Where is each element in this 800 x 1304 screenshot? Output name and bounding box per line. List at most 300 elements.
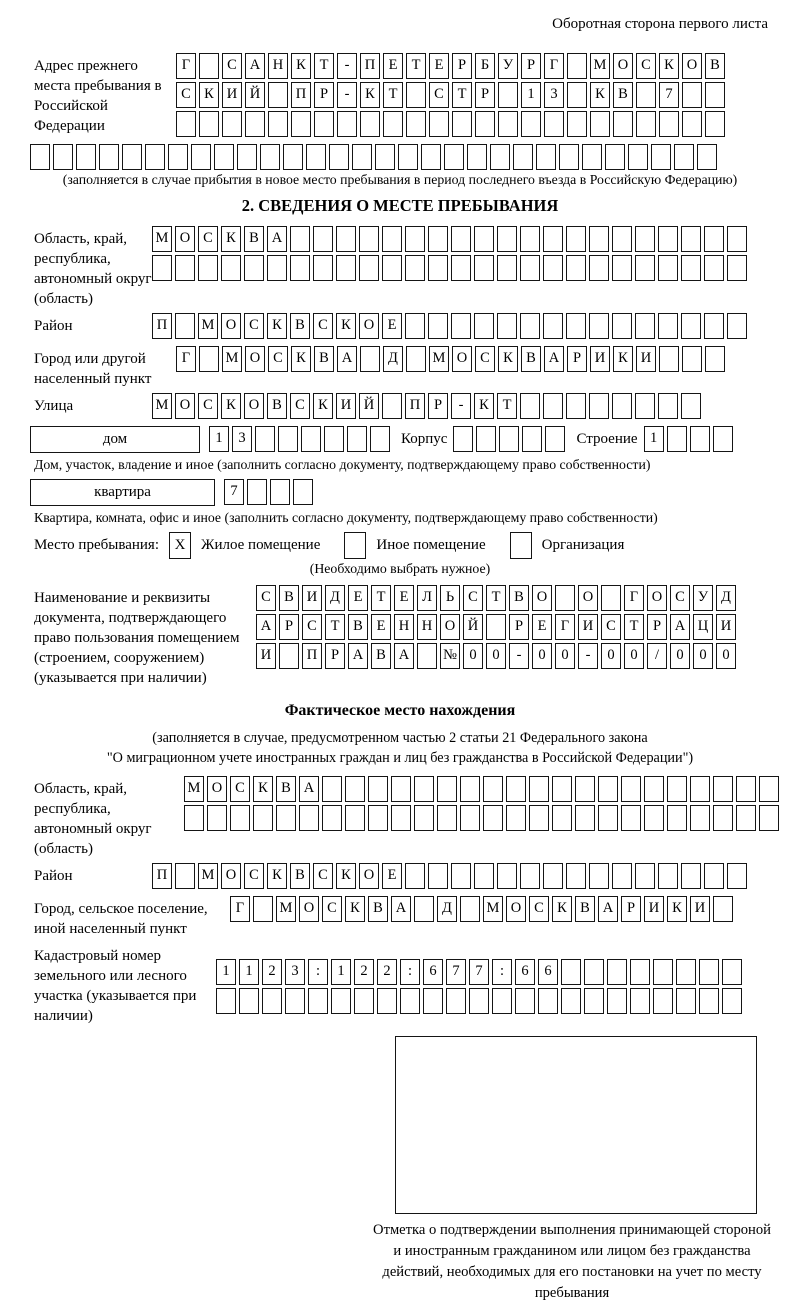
- char-cell: [313, 255, 333, 281]
- char-cell: [168, 144, 188, 170]
- char-cell: 7: [224, 479, 244, 505]
- actual-city-row: [230, 896, 736, 922]
- char-cell: [628, 144, 648, 170]
- char-cell: [451, 226, 471, 252]
- char-cell: И: [590, 346, 610, 372]
- char-cell: М: [483, 896, 503, 922]
- char-cell: [324, 426, 344, 452]
- char-cell: [681, 255, 701, 281]
- char-cell: [428, 863, 448, 889]
- char-cell: [253, 896, 273, 922]
- char-cell: [260, 144, 280, 170]
- char-cell: О: [207, 776, 227, 802]
- char-cell: [336, 226, 356, 252]
- char-cell: [681, 226, 701, 252]
- char-cell: [322, 805, 342, 831]
- char-cell: О: [578, 585, 598, 611]
- prev-address-row-1: [176, 53, 728, 79]
- char-cell: 1: [239, 959, 259, 985]
- char-cell: К: [474, 393, 494, 419]
- char-cell: [383, 111, 403, 137]
- char-cell: [727, 226, 747, 252]
- char-cell: К: [360, 82, 380, 108]
- char-cell: М: [198, 313, 218, 339]
- char-cell: [566, 226, 586, 252]
- char-cell: [262, 988, 282, 1014]
- stay-type-label: Место пребывания:: [34, 537, 159, 553]
- char-cell: [239, 988, 259, 1014]
- char-cell: В: [575, 896, 595, 922]
- char-cell: [345, 805, 365, 831]
- char-cell: [598, 805, 618, 831]
- char-cell: О: [221, 863, 241, 889]
- char-cell: А: [598, 896, 618, 922]
- region-row-1: [152, 226, 750, 252]
- char-cell: С: [529, 896, 549, 922]
- char-cell: С: [322, 896, 342, 922]
- char-cell: [207, 805, 227, 831]
- street-row: [152, 393, 704, 419]
- char-cell: Г: [176, 346, 196, 372]
- char-cell: [567, 53, 587, 79]
- char-cell: [368, 805, 388, 831]
- char-cell: [336, 255, 356, 281]
- apartment-cells: [224, 479, 316, 505]
- char-cell: [490, 144, 510, 170]
- char-cell: С: [313, 863, 333, 889]
- district-block: [34, 313, 800, 342]
- char-cell: [566, 863, 586, 889]
- char-cell: [322, 776, 342, 802]
- char-cell: [437, 805, 457, 831]
- actual-region-block: [34, 776, 800, 859]
- char-cell: [607, 988, 627, 1014]
- char-cell: [405, 226, 425, 252]
- char-cell: [681, 313, 701, 339]
- char-cell: [337, 111, 357, 137]
- char-cell: К: [590, 82, 610, 108]
- char-cell: [543, 393, 563, 419]
- char-cell: [529, 776, 549, 802]
- char-cell: Р: [509, 614, 529, 640]
- char-cell: И: [336, 393, 356, 419]
- char-cell: Е: [382, 313, 402, 339]
- char-cell: С: [475, 346, 495, 372]
- char-cell: [682, 82, 702, 108]
- char-cell: 0: [555, 643, 575, 669]
- char-cell: [659, 111, 679, 137]
- char-cell: У: [693, 585, 713, 611]
- street-label: Улица: [34, 398, 74, 414]
- char-cell: [621, 805, 641, 831]
- char-cell: 1: [521, 82, 541, 108]
- char-cell: [584, 988, 604, 1014]
- char-cell: [543, 863, 563, 889]
- char-cell: [635, 393, 655, 419]
- char-cell: 1: [216, 959, 236, 985]
- char-cell: [636, 82, 656, 108]
- char-cell: [414, 776, 434, 802]
- char-cell: 6: [423, 959, 443, 985]
- char-cell: Н: [268, 53, 288, 79]
- char-cell: [122, 144, 142, 170]
- char-cell: В: [348, 614, 368, 640]
- stroenie-cells: [644, 426, 736, 452]
- actual-region-row-1: [184, 776, 782, 802]
- char-cell: О: [532, 585, 552, 611]
- char-cell: [437, 776, 457, 802]
- char-cell: М: [222, 346, 242, 372]
- char-cell: [612, 393, 632, 419]
- char-cell: [400, 988, 420, 1014]
- char-cell: 1: [644, 426, 664, 452]
- char-cell: [607, 959, 627, 985]
- document-row-2: [256, 614, 739, 640]
- char-cell: В: [267, 393, 287, 419]
- char-cell: [529, 805, 549, 831]
- char-cell: [589, 226, 609, 252]
- char-cell: [644, 776, 664, 802]
- char-cell: [375, 144, 395, 170]
- char-cell: [446, 988, 466, 1014]
- actual-city-block: [34, 896, 800, 939]
- char-cell: [175, 313, 195, 339]
- city-block: [34, 346, 800, 389]
- char-cell: [476, 426, 496, 452]
- char-cell: М: [276, 896, 296, 922]
- stay-option-organization-label: Организация: [541, 537, 625, 553]
- char-cell: 0: [670, 643, 690, 669]
- char-cell: [674, 144, 694, 170]
- char-cell: А: [245, 53, 265, 79]
- char-cell: [175, 863, 195, 889]
- char-cell: 7: [469, 959, 489, 985]
- char-cell: Ь: [440, 585, 460, 611]
- char-cell: Р: [452, 53, 472, 79]
- char-cell: 2: [377, 959, 397, 985]
- char-cell: К: [313, 393, 333, 419]
- char-cell: 1: [209, 426, 229, 452]
- char-cell: [713, 426, 733, 452]
- char-cell: [520, 393, 540, 419]
- char-cell: А: [391, 896, 411, 922]
- char-cell: [352, 144, 372, 170]
- char-cell: 0: [601, 643, 621, 669]
- char-cell: [722, 959, 742, 985]
- char-cell: И: [222, 82, 242, 108]
- char-cell: О: [244, 393, 264, 419]
- char-cell: С: [198, 226, 218, 252]
- char-cell: [590, 111, 610, 137]
- char-cell: А: [256, 614, 276, 640]
- char-cell: О: [245, 346, 265, 372]
- char-cell: [575, 805, 595, 831]
- char-cell: Т: [383, 82, 403, 108]
- char-cell: :: [308, 959, 328, 985]
- char-cell: М: [590, 53, 610, 79]
- char-cell: [405, 255, 425, 281]
- char-cell: К: [199, 82, 219, 108]
- char-cell: Т: [624, 614, 644, 640]
- char-cell: [237, 144, 257, 170]
- char-cell: С: [222, 53, 242, 79]
- house-note: Дом, участок, владение и иное (заполнить согласно документу, подтверждающему право собственности): [34, 457, 651, 472]
- char-cell: К: [336, 313, 356, 339]
- char-cell: В: [314, 346, 334, 372]
- char-cell: 0: [463, 643, 483, 669]
- char-cell: [621, 776, 641, 802]
- char-cell: -: [337, 82, 357, 108]
- char-cell: Т: [452, 82, 472, 108]
- prev-address-rows: [176, 53, 728, 140]
- char-cell: [613, 111, 633, 137]
- char-cell: К: [291, 53, 311, 79]
- char-cell: И: [644, 896, 664, 922]
- char-cell: [699, 988, 719, 1014]
- char-cell: С: [302, 614, 322, 640]
- stay-checkbox-residential: X: [169, 532, 191, 559]
- char-cell: Г: [544, 53, 564, 79]
- char-cell: [559, 144, 579, 170]
- char-cell: [635, 863, 655, 889]
- char-cell: [601, 585, 621, 611]
- char-cell: :: [492, 959, 512, 985]
- char-cell: [653, 988, 673, 1014]
- char-cell: 3: [232, 426, 252, 452]
- char-cell: [486, 614, 506, 640]
- char-cell: О: [682, 53, 702, 79]
- char-cell: [421, 144, 441, 170]
- char-cell: [285, 988, 305, 1014]
- actual-location-title: Фактическое место нахождения: [284, 702, 516, 719]
- char-cell: [566, 255, 586, 281]
- actual-region-row-2: [184, 805, 782, 831]
- char-cell: А: [348, 643, 368, 669]
- char-cell: [497, 226, 517, 252]
- char-cell: [398, 144, 418, 170]
- char-cell: О: [506, 896, 526, 922]
- char-cell: Г: [176, 53, 196, 79]
- char-cell: [428, 226, 448, 252]
- char-cell: [405, 863, 425, 889]
- char-cell: [428, 255, 448, 281]
- char-cell: [582, 144, 602, 170]
- char-cell: С: [230, 776, 250, 802]
- char-cell: [406, 82, 426, 108]
- char-cell: [314, 111, 334, 137]
- char-cell: [453, 426, 473, 452]
- char-cell: [704, 226, 724, 252]
- char-cell: [699, 959, 719, 985]
- char-cell: М: [152, 393, 172, 419]
- char-cell: 0: [532, 643, 552, 669]
- char-cell: Д: [716, 585, 736, 611]
- char-cell: Л: [417, 585, 437, 611]
- char-cell: Т: [371, 585, 391, 611]
- char-cell: [270, 479, 290, 505]
- char-cell: 0: [486, 643, 506, 669]
- char-cell: 0: [624, 643, 644, 669]
- char-cell: С: [244, 313, 264, 339]
- char-cell: П: [405, 393, 425, 419]
- char-cell: [245, 111, 265, 137]
- region-block: [34, 226, 800, 309]
- char-cell: [690, 805, 710, 831]
- char-cell: [653, 959, 673, 985]
- char-cell: [605, 144, 625, 170]
- char-cell: С: [429, 82, 449, 108]
- char-cell: [360, 111, 380, 137]
- char-cell: [391, 805, 411, 831]
- char-cell: К: [659, 53, 679, 79]
- stay-checkbox-other: [344, 532, 366, 559]
- stay-note: (Необходимо выбрать нужное): [309, 561, 491, 576]
- char-cell: В: [244, 226, 264, 252]
- char-cell: [658, 863, 678, 889]
- char-cell: [283, 144, 303, 170]
- char-cell: [199, 53, 219, 79]
- char-cell: [499, 426, 519, 452]
- char-cell: [658, 255, 678, 281]
- char-cell: И: [716, 614, 736, 640]
- char-cell: 0: [693, 643, 713, 669]
- char-cell: [759, 805, 779, 831]
- char-cell: Р: [621, 896, 641, 922]
- char-cell: К: [291, 346, 311, 372]
- char-cell: [214, 144, 234, 170]
- char-cell: [667, 426, 687, 452]
- char-cell: [690, 776, 710, 802]
- char-cell: К: [345, 896, 365, 922]
- region-row-2: [152, 255, 750, 281]
- char-cell: 6: [538, 959, 558, 985]
- korpus-cells: [453, 426, 568, 452]
- confirmation-stamp-box: [395, 1036, 757, 1214]
- char-cell: К: [267, 863, 287, 889]
- apartment-note: Квартира, комната, офис и иное (заполнить согласно документу, подтверждающему право собственности): [34, 510, 658, 525]
- char-cell: [522, 426, 542, 452]
- char-cell: С: [244, 863, 264, 889]
- char-cell: 3: [544, 82, 564, 108]
- char-cell: [290, 226, 310, 252]
- char-cell: [175, 255, 195, 281]
- stay-checkbox-organization: [510, 532, 532, 559]
- char-cell: Р: [279, 614, 299, 640]
- char-cell: О: [452, 346, 472, 372]
- prev-address-label: Адрес прежнего места пребывания в Российской Федерации: [34, 58, 162, 134]
- char-cell: В: [521, 346, 541, 372]
- char-cell: [515, 988, 535, 1014]
- actual-district-block: [34, 863, 800, 892]
- char-cell: [145, 144, 165, 170]
- char-cell: М: [152, 226, 172, 252]
- document-label: Наименование и реквизиты документа, подтверждающего право пользования помещением (строением, сооружением) (указывается при наличии): [34, 590, 240, 686]
- char-cell: [279, 643, 299, 669]
- char-cell: [452, 111, 472, 137]
- char-cell: [451, 255, 471, 281]
- char-cell: [498, 82, 518, 108]
- char-cell: [635, 226, 655, 252]
- char-cell: С: [636, 53, 656, 79]
- char-cell: Р: [428, 393, 448, 419]
- char-cell: П: [302, 643, 322, 669]
- actual-city-label: Город, сельское поселение, иной населенный пункт: [34, 901, 208, 937]
- char-cell: Р: [475, 82, 495, 108]
- char-cell: В: [371, 643, 391, 669]
- char-cell: [474, 226, 494, 252]
- char-cell: О: [299, 896, 319, 922]
- char-cell: А: [544, 346, 564, 372]
- char-cell: [667, 805, 687, 831]
- char-cell: [406, 346, 426, 372]
- char-cell: [722, 988, 742, 1014]
- char-cell: [198, 255, 218, 281]
- char-cell: [184, 805, 204, 831]
- char-cell: С: [198, 393, 218, 419]
- char-cell: У: [498, 53, 518, 79]
- char-cell: В: [368, 896, 388, 922]
- document-row-1: [256, 585, 739, 611]
- char-cell: [545, 426, 565, 452]
- prev-address-row-4: [30, 144, 800, 170]
- char-cell: [498, 111, 518, 137]
- char-cell: [406, 111, 426, 137]
- actual-location-note-1: (заполняется в случае, предусмотренном частью 2 статьи 21 Федерального закона: [152, 730, 648, 746]
- char-cell: [612, 255, 632, 281]
- char-cell: Т: [486, 585, 506, 611]
- prev-address-block: [34, 53, 800, 140]
- char-cell: В: [509, 585, 529, 611]
- char-cell: [704, 313, 724, 339]
- house-block: [30, 426, 800, 455]
- stay-option-residential-label: Жилое помещение: [201, 537, 321, 553]
- char-cell: [268, 82, 288, 108]
- char-cell: [544, 111, 564, 137]
- char-cell: [630, 988, 650, 1014]
- char-cell: [451, 863, 471, 889]
- char-cell: И: [578, 614, 598, 640]
- char-cell: [676, 988, 696, 1014]
- char-cell: [221, 255, 241, 281]
- apartment-block: [30, 479, 800, 508]
- char-cell: [697, 144, 717, 170]
- char-cell: 6: [515, 959, 535, 985]
- char-cell: А: [267, 226, 287, 252]
- char-cell: [561, 988, 581, 1014]
- char-cell: /: [647, 643, 667, 669]
- char-cell: 2: [262, 959, 282, 985]
- cadastral-block: [34, 943, 800, 1026]
- char-cell: К: [336, 863, 356, 889]
- city-label: Город или другой населенный пункт: [34, 351, 152, 387]
- char-cell: [681, 393, 701, 419]
- char-cell: Е: [371, 614, 391, 640]
- char-cell: [276, 805, 296, 831]
- char-cell: [176, 111, 196, 137]
- char-cell: [736, 805, 756, 831]
- char-cell: [612, 313, 632, 339]
- char-cell: К: [667, 896, 687, 922]
- char-cell: Е: [532, 614, 552, 640]
- char-cell: [278, 426, 298, 452]
- char-cell: [474, 863, 494, 889]
- char-cell: [247, 479, 267, 505]
- char-cell: [552, 805, 572, 831]
- char-cell: [291, 111, 311, 137]
- char-cell: [191, 144, 211, 170]
- char-cell: Т: [314, 53, 334, 79]
- char-cell: [566, 313, 586, 339]
